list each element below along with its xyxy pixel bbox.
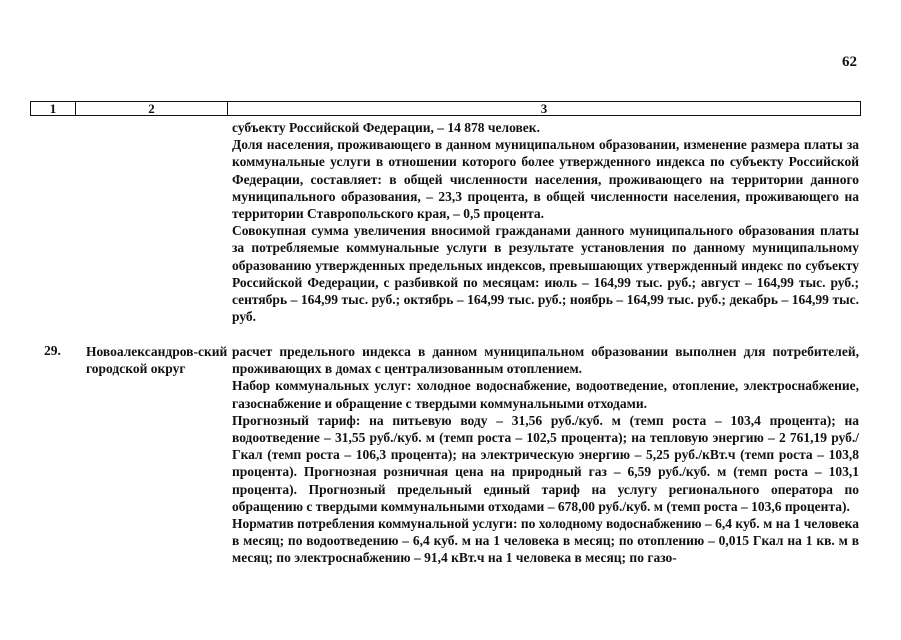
column-header-2: 2 <box>76 102 228 116</box>
column-header-3: 3 <box>228 102 861 116</box>
row-description <box>232 343 859 567</box>
paragraph: Прогнозный тариф: на питьевую воду – 31,56 руб./куб. м (темп роста – 103,4 процента); на водоотведение – 31,55 руб./куб. м (темп роста – 102,5 процента); на тепловую энергию – 2 761,19 руб./Гкал (темп роста – 106,3 процента); на электрическую энергию – 5,25 руб./кВт.ч (темп роста – 103,8 процента). Прогнозная розничная цена на природный газ – 6,59 руб./куб. м (темп роста – 103,1 процента). Прогнозный предельный единый тариф на услугу регионального оператора по обращению с твердыми коммунальными отходами – 678,00 руб./куб. м (темп роста – 103,6 процента). <box>232 412 859 514</box>
municipality-name: Новоалександров-ский городской округ <box>86 344 228 377</box>
paragraph: расчет предельного индекса в данном муниципальном образовании выполнен для потребителей, проживающих в домах с централизованным отоплением. <box>232 344 859 377</box>
column-header-row <box>31 102 861 116</box>
row-description <box>232 119 859 325</box>
paragraph: Набор коммунальных услуг: холодное водоснабжение, водоотведение, отопление, электроснабжение, газоснабжение и обращение с твердыми коммунальными отходами. <box>232 378 859 411</box>
page-number: 62 <box>842 54 857 70</box>
column-header-table <box>30 101 861 116</box>
paragraph: Норматив потребления коммунальной услуги: по холодному водоснабжению – 6,4 куб. м на 1 человека в месяц; по водоотведению – 6,4 куб. м на 1 человека в месяц; по отоплению – 0,015 Гкал на 1 кв. м в месяц; по электроснабжению – 91,4 кВт.ч на 1 человека в месяц; по газо- <box>232 516 859 566</box>
column-header-1: 1 <box>31 102 76 116</box>
paragraph: Совокупная сумма увеличения вносимой гражданами данного муниципального образования платы за потребляемые коммунальные услуги в результате установления по данному муниципальному образованию утвержденных предельных индексов, превышающих утвержденный индекс по субъекту Российской Федерации, с разбивкой по месяцам: июль – 164,99 тыс. руб.; август – 164,99 тыс. руб.; сентябрь – 164,99 тыс. руб.; октябрь – 164,99 тыс. руб.; ноябрь – 164,99 тыс. руб.; декабрь – 164,99 тыс. руб. <box>232 223 859 325</box>
row-number: 29. <box>44 343 61 358</box>
paragraph: субъекту Российской Федерации, – 14 878 человек. <box>232 120 540 135</box>
paragraph: Доля населения, проживающего в данном муниципальном образовании, изменение размера платы за коммунальные услуги в отношении которого более утвержденного индекса по субъекту Российской Федерации, составляет: в общей численности населения, проживающего на территории данного муниципального образования, – 23,3 процента, в общей численности населения, проживающего на территории Ставропольского края, – 0,5 процента. <box>232 137 859 222</box>
